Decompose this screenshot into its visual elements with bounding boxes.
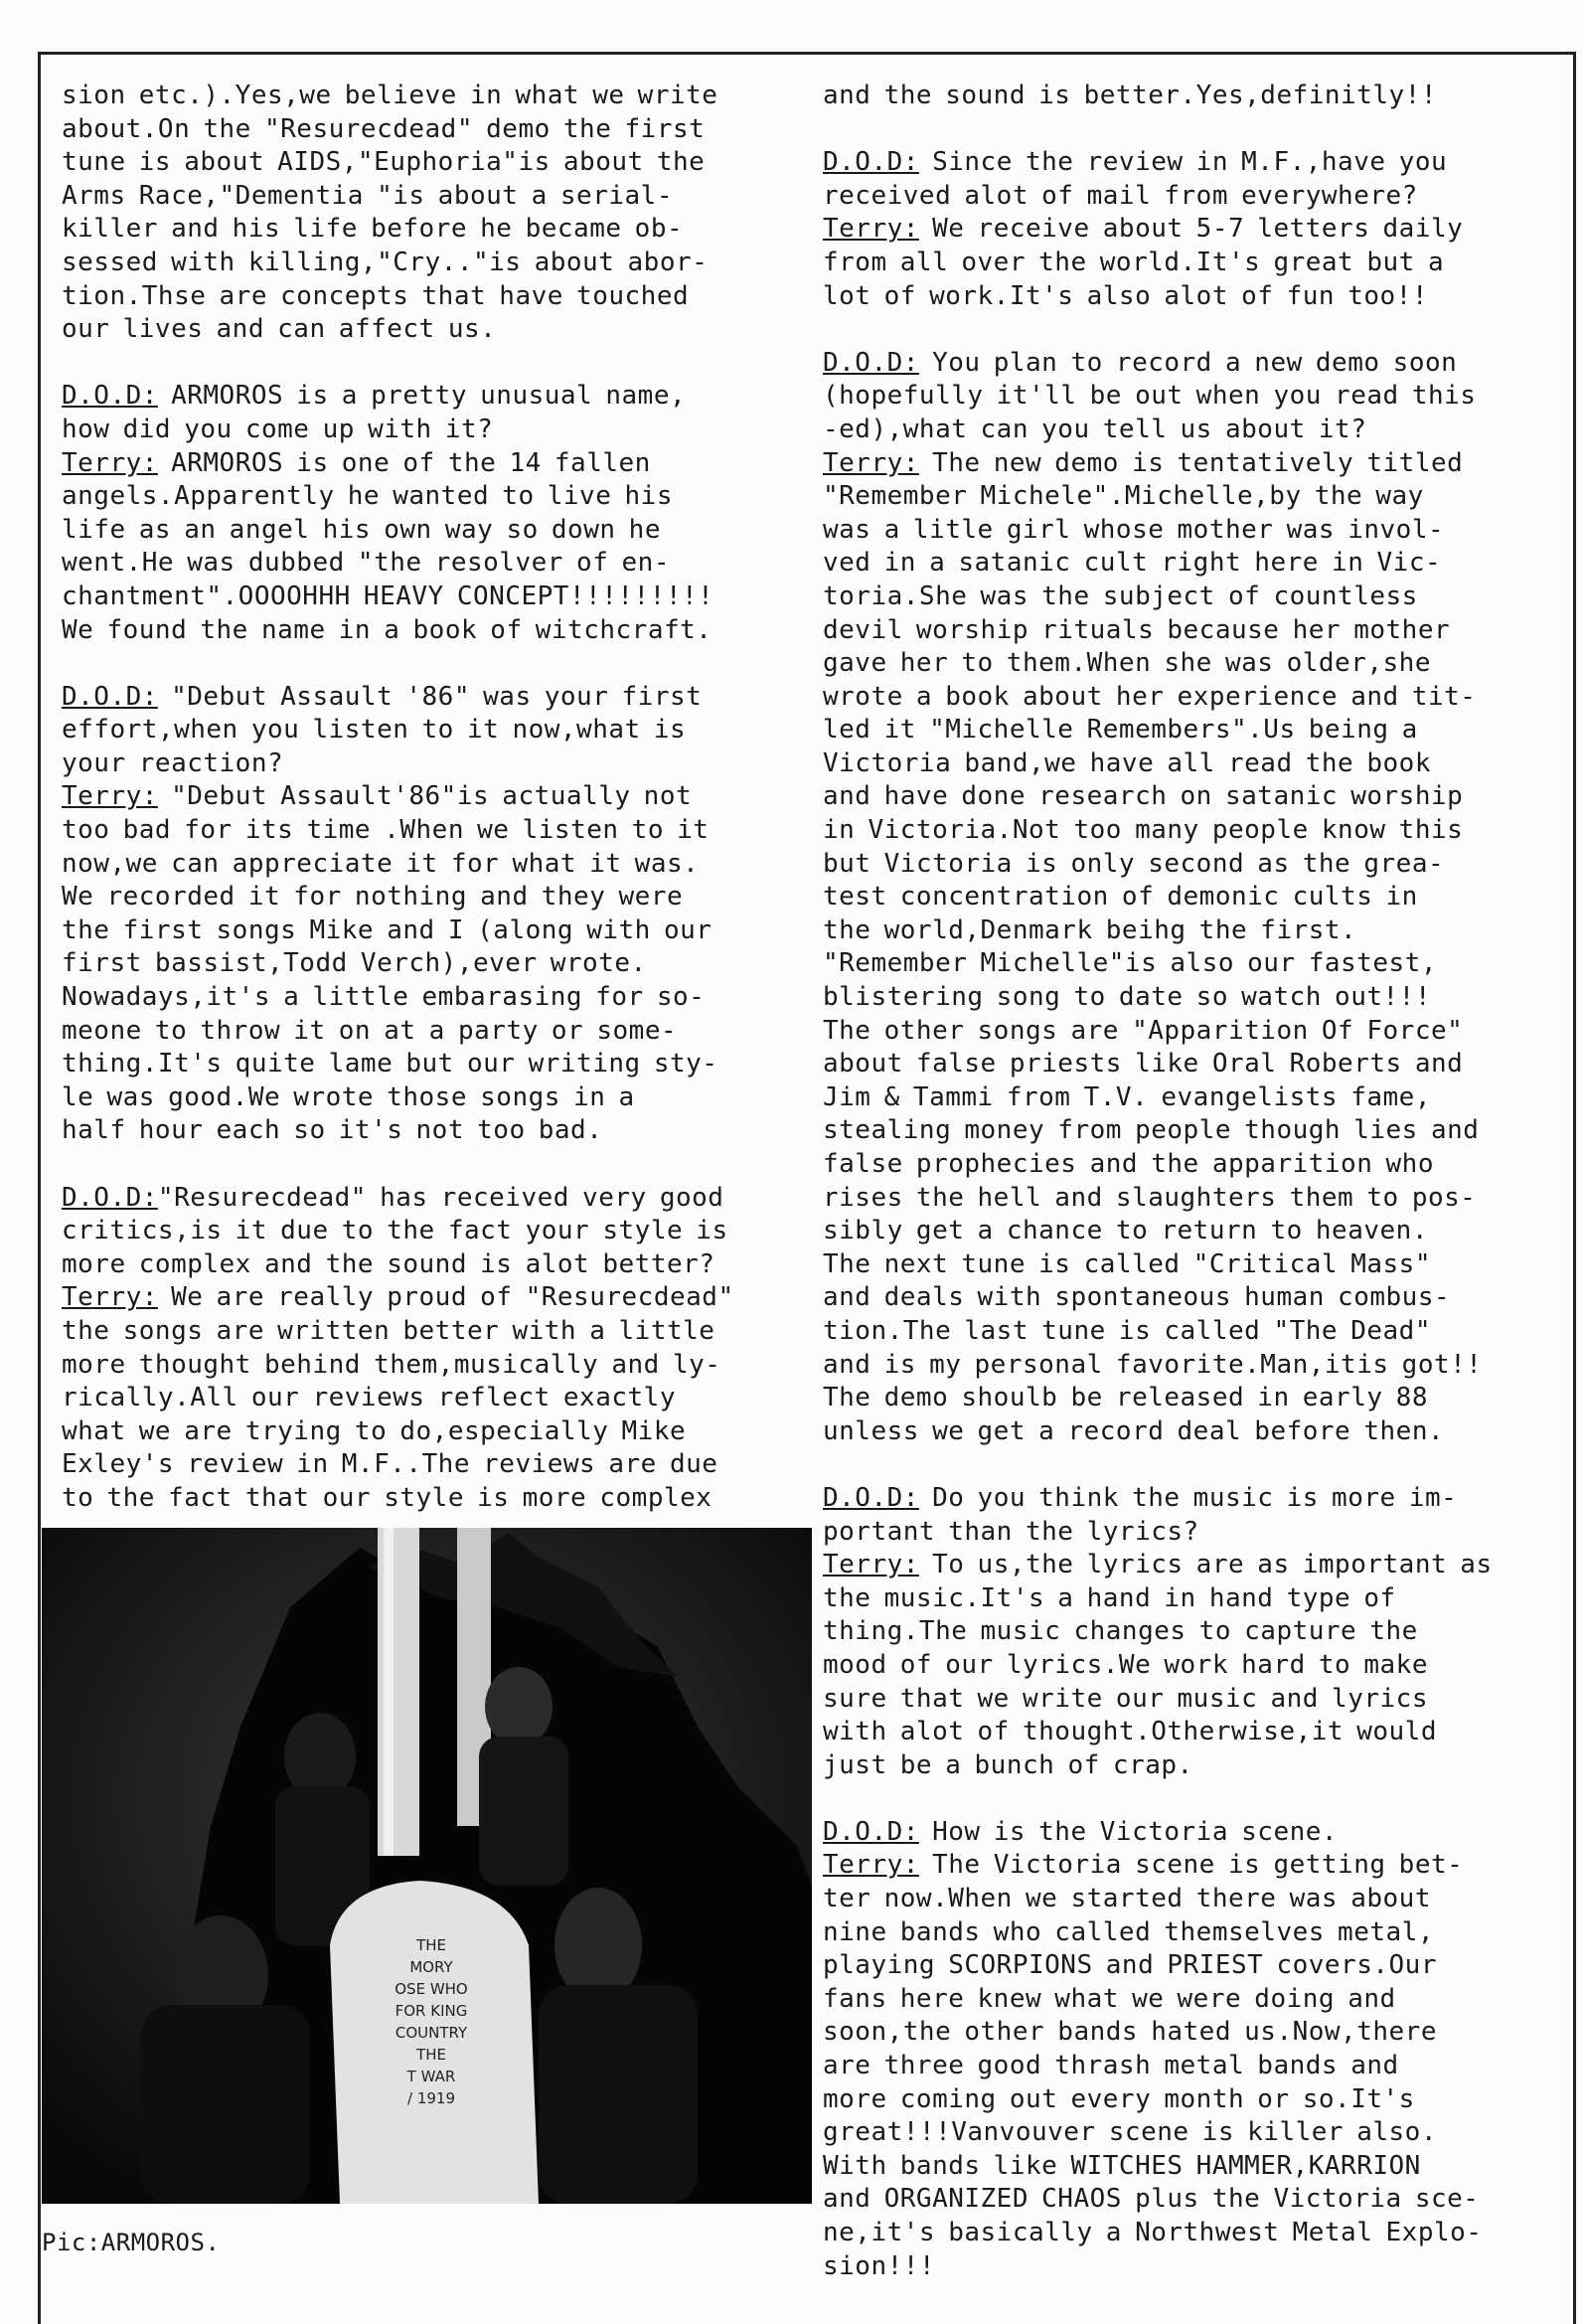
text-line: "Remember Michele".Michelle,by the way xyxy=(823,481,1424,512)
text-line: about false priests like Oral Roberts and xyxy=(823,1049,1464,1079)
tombstone-line: FOR KING xyxy=(395,2002,468,2020)
text-line: We recorded it for nothing and they were xyxy=(62,882,684,913)
tombstone-line: THE xyxy=(416,1936,446,1954)
text-line: (hopefully it'll be out when you read this xyxy=(823,381,1477,412)
text-line: effort,when you listen to it now,what is xyxy=(62,715,687,746)
paragraph-gap xyxy=(823,113,1558,147)
text-line: false prophecies and the apparition who xyxy=(823,1149,1434,1179)
text-line: how did you come up with it? xyxy=(62,414,494,444)
text-line: more thought behind them,musically and ly- xyxy=(62,1349,721,1380)
text-line: soon,the other bands hated us.Now,there xyxy=(823,2017,1437,2048)
text-line: the songs are written better with a little xyxy=(62,1315,715,1346)
text-line: Jim & Tammi from T.V. evangelists fame, xyxy=(823,1081,1431,1112)
text-line: blistering song to date so watch out!!! xyxy=(823,982,1431,1013)
text-line: and ORGANIZED CHAOS plus the Victoria sce- xyxy=(823,2184,1480,2215)
text-line: "Remember Michelle"is also our fastest, xyxy=(823,948,1437,979)
text-line: Terry: "Debut Assault'86"is actually not xyxy=(62,781,693,812)
text-line: D.O.D: Since the review in M.F.,have you xyxy=(823,147,1448,178)
text-line: too bad for its time .When we listen to it xyxy=(62,815,710,846)
text-line: Terry: The Victoria scene is getting bet- xyxy=(823,1850,1464,1881)
speaker-dod: D.O.D: xyxy=(62,381,158,412)
text-line: rises the hell and slaughters them to pos- xyxy=(823,1182,1477,1213)
text-line: D.O.D: ARMOROS is a pretty unusual name, xyxy=(62,381,687,412)
tombstone-line: THE xyxy=(416,2046,446,2064)
text-line: Victoria band,we have all read the book xyxy=(823,747,1431,778)
text-line: what we are trying to do,especially Mike xyxy=(62,1415,687,1446)
tombstone-line: COUNTRY xyxy=(395,2024,468,2042)
speaker-terry: Terry: xyxy=(62,1282,158,1313)
text-line: The other songs are "Apparition Of Force" xyxy=(823,1015,1464,1046)
text-line: your reaction? xyxy=(62,747,284,778)
text-line: our lives and can affect us. xyxy=(62,314,497,345)
paragraph-gap xyxy=(823,313,1558,347)
paragraph-gap xyxy=(62,347,807,381)
text-line: We found the name in a book of witchcraft. xyxy=(62,614,712,645)
text-line: ter now.When we started there was about xyxy=(823,1884,1431,1914)
speaker-terry: Terry: xyxy=(62,781,158,812)
band-photo xyxy=(42,1528,812,2204)
text-line: killer and his life before he became ob- xyxy=(62,214,684,245)
text-line: great!!!Vanvouver scene is killer also. xyxy=(823,2117,1437,2148)
text-line: sion!!! xyxy=(823,2250,936,2281)
text-line: received alot of mail from everywhere? xyxy=(823,180,1418,211)
text-line: Terry: To us,the lyrics are as important as xyxy=(823,1550,1493,1580)
text-line: Arms Race,"Dementia "is about a serial- xyxy=(62,180,673,211)
tombstone-line: MORY xyxy=(409,1958,453,1976)
text-line: went.He was dubbed "the resolver of en- xyxy=(62,548,670,579)
text-line: to the fact that our style is more complex xyxy=(62,1482,712,1513)
text-line: in Victoria.Not too many people know this xyxy=(823,815,1464,846)
text-line: from all over the world.It's great but a xyxy=(823,247,1445,277)
text-line: was a litle girl whose mother was invol- xyxy=(823,514,1445,545)
tombstone-line: T WAR xyxy=(406,2068,456,2085)
speaker-terry: Terry: xyxy=(823,447,919,478)
text-line: half hour each so it's not too bad. xyxy=(62,1115,603,1146)
text-line: thing.It's quite lame but our writing sty- xyxy=(62,1049,718,1079)
text-line: thing.The music changes to capture the xyxy=(823,1616,1418,1647)
text-line: nine bands who called themselves metal, xyxy=(823,1916,1434,1947)
tombstone-line: OSE WHO xyxy=(395,1980,468,1998)
text-line: sure that we write our music and lyrics xyxy=(823,1683,1428,1714)
text-line: D.O.D: You plan to record a new demo soon xyxy=(823,347,1458,378)
speaker-dod: D.O.D: xyxy=(62,681,158,712)
text-line: Nowadays,it's a little embarasing for so- xyxy=(62,982,706,1013)
text-line: D.O.D: "Debut Assault '86" was your first xyxy=(62,681,703,712)
text-line: life as an angel his own way so down he xyxy=(62,514,661,545)
text-line: Exley's review in M.F..The reviews are due xyxy=(62,1449,718,1480)
text-line: ved in a satanic cult right here in Vic- xyxy=(823,548,1442,579)
text-line: about.On the "Resurecdead" demo the first xyxy=(62,113,706,144)
text-line: rically.All our reviews reflect exactly xyxy=(62,1383,676,1413)
text-line: Terry: The new demo is tentatively titled xyxy=(823,447,1464,478)
speaker-terry: Terry: xyxy=(823,214,919,245)
text-line: toria.She was the subject of countless xyxy=(823,581,1418,611)
text-line: and deals with spontaneous human combus- xyxy=(823,1282,1451,1313)
text-line: critics,is it due to the fact your style is xyxy=(62,1216,728,1246)
text-line: more complex and the sound is alot better? xyxy=(62,1248,715,1279)
text-line: lot of work.It's also alot of fun too!! xyxy=(823,280,1428,311)
text-line: sessed with killing,"Cry.."is about abor- xyxy=(62,247,709,277)
paragraph-gap xyxy=(62,647,807,681)
text-line: D.O.D: Do you think the music is more im- xyxy=(823,1482,1458,1513)
speaker-dod: D.O.D: xyxy=(823,1482,919,1513)
speaker-terry: Terry: xyxy=(62,447,158,478)
speaker-terry: Terry: xyxy=(823,1850,919,1881)
text-line: test concentration of demonic cults in xyxy=(823,882,1418,913)
text-line: portant than the lyrics? xyxy=(823,1516,1199,1547)
text-line: sion etc.).Yes,we believe in what we write xyxy=(62,81,718,110)
text-line: with alot of thought.Otherwise,it would xyxy=(823,1717,1437,1747)
text-line: The demo shoulb be released in early 88 xyxy=(823,1383,1428,1413)
text-line: tion.The last tune is called "The Dead" xyxy=(823,1315,1431,1346)
text-line: devil worship rituals because her mother xyxy=(823,614,1451,645)
text-line: -ed),what can you tell us about it? xyxy=(823,414,1367,444)
speaker-dod: D.O.D: xyxy=(62,1182,158,1213)
text-line: gave her to them.When she was older,she xyxy=(823,648,1431,679)
text-line: more coming out every month or so.It's xyxy=(823,2083,1415,2114)
paragraph-gap xyxy=(823,1782,1558,1816)
text-line: D.O.D:"Resurecdead" has received very good xyxy=(62,1182,724,1213)
text-line: the world,Denmark beihg the first. xyxy=(823,914,1357,945)
photo-caption: Pic:ARMOROS. xyxy=(42,2229,221,2256)
text-line: and have done research on satanic worship xyxy=(823,781,1464,812)
speaker-terry: Terry: xyxy=(823,1550,919,1580)
paragraph-gap xyxy=(62,1148,807,1182)
text-line: ne,it's basically a Northwest Metal Explo- xyxy=(823,2218,1483,2247)
paragraph-gap xyxy=(823,1448,1558,1482)
text-line: the music.It's a hand in hand type of xyxy=(823,1582,1396,1613)
text-line: The next tune is called "Critical Mass" xyxy=(823,1248,1431,1279)
text-line: just be a bunch of crap. xyxy=(823,1749,1193,1780)
text-line: Terry: We are really proud of "Resurecdead" xyxy=(62,1282,734,1313)
text-line: are three good thrash metal bands and xyxy=(823,2051,1399,2081)
text-line: but Victoria is only second as the grea- xyxy=(823,848,1445,879)
text-line: With bands like WITCHES HAMMER,KARRION xyxy=(823,2150,1421,2181)
speaker-dod: D.O.D: xyxy=(823,1816,919,1847)
text-line: the first songs Mike and I (along with our xyxy=(62,914,712,945)
text-line: fans here knew what we were doing and xyxy=(823,1983,1396,2014)
text-line: playing SCORPIONS and PRIEST covers.Our xyxy=(823,1950,1437,1981)
text-line: and the sound is better.Yes,definitly!! xyxy=(823,81,1437,110)
text-line: and is my personal favorite.Man,itis got!! xyxy=(823,1349,1483,1380)
text-line: angels.Apparently he wanted to live his xyxy=(62,481,673,512)
text-line: led it "Michelle Remembers".Us being a xyxy=(823,715,1418,746)
text-line: unless we get a record deal before then. xyxy=(823,1415,1445,1446)
text-line: mood of our lyrics.We work hard to make xyxy=(823,1649,1428,1680)
text-line: now,we can appreciate it for what it was. xyxy=(62,848,700,879)
text-line: Terry: ARMOROS is one of the 14 fallen xyxy=(62,447,651,478)
speaker-dod: D.O.D: xyxy=(823,147,919,178)
right-column xyxy=(823,80,1558,2283)
text-line: meone to throw it on at a party or some- xyxy=(62,1015,678,1046)
text-line: sibly get a chance to return to heaven. xyxy=(823,1216,1428,1246)
tombstone-line: / 1919 xyxy=(407,2089,455,2107)
text-line: stealing money from people though lies and xyxy=(823,1115,1480,1146)
left-column xyxy=(62,80,807,1516)
text-line: tune is about AIDS,"Euphoria"is about the xyxy=(62,147,706,178)
text-line: wrote a book about her experience and tit- xyxy=(823,681,1477,712)
band-photo-illustration xyxy=(42,1528,812,2204)
text-line: Terry: We receive about 5-7 letters daily xyxy=(823,214,1464,245)
text-line: chantment".OOOOHHH HEAVY CONCEPT!!!!!!!!! xyxy=(62,581,714,611)
text-line: le was good.We wrote those songs in a xyxy=(62,1081,635,1112)
speaker-dod: D.O.D: xyxy=(823,347,919,378)
text-line: tion.Thse are concepts that have touched xyxy=(62,280,690,311)
text-line: first bassist,Todd Verch),ever wrote. xyxy=(62,948,647,979)
text-line: D.O.D: How is the Victoria scene. xyxy=(823,1816,1339,1847)
